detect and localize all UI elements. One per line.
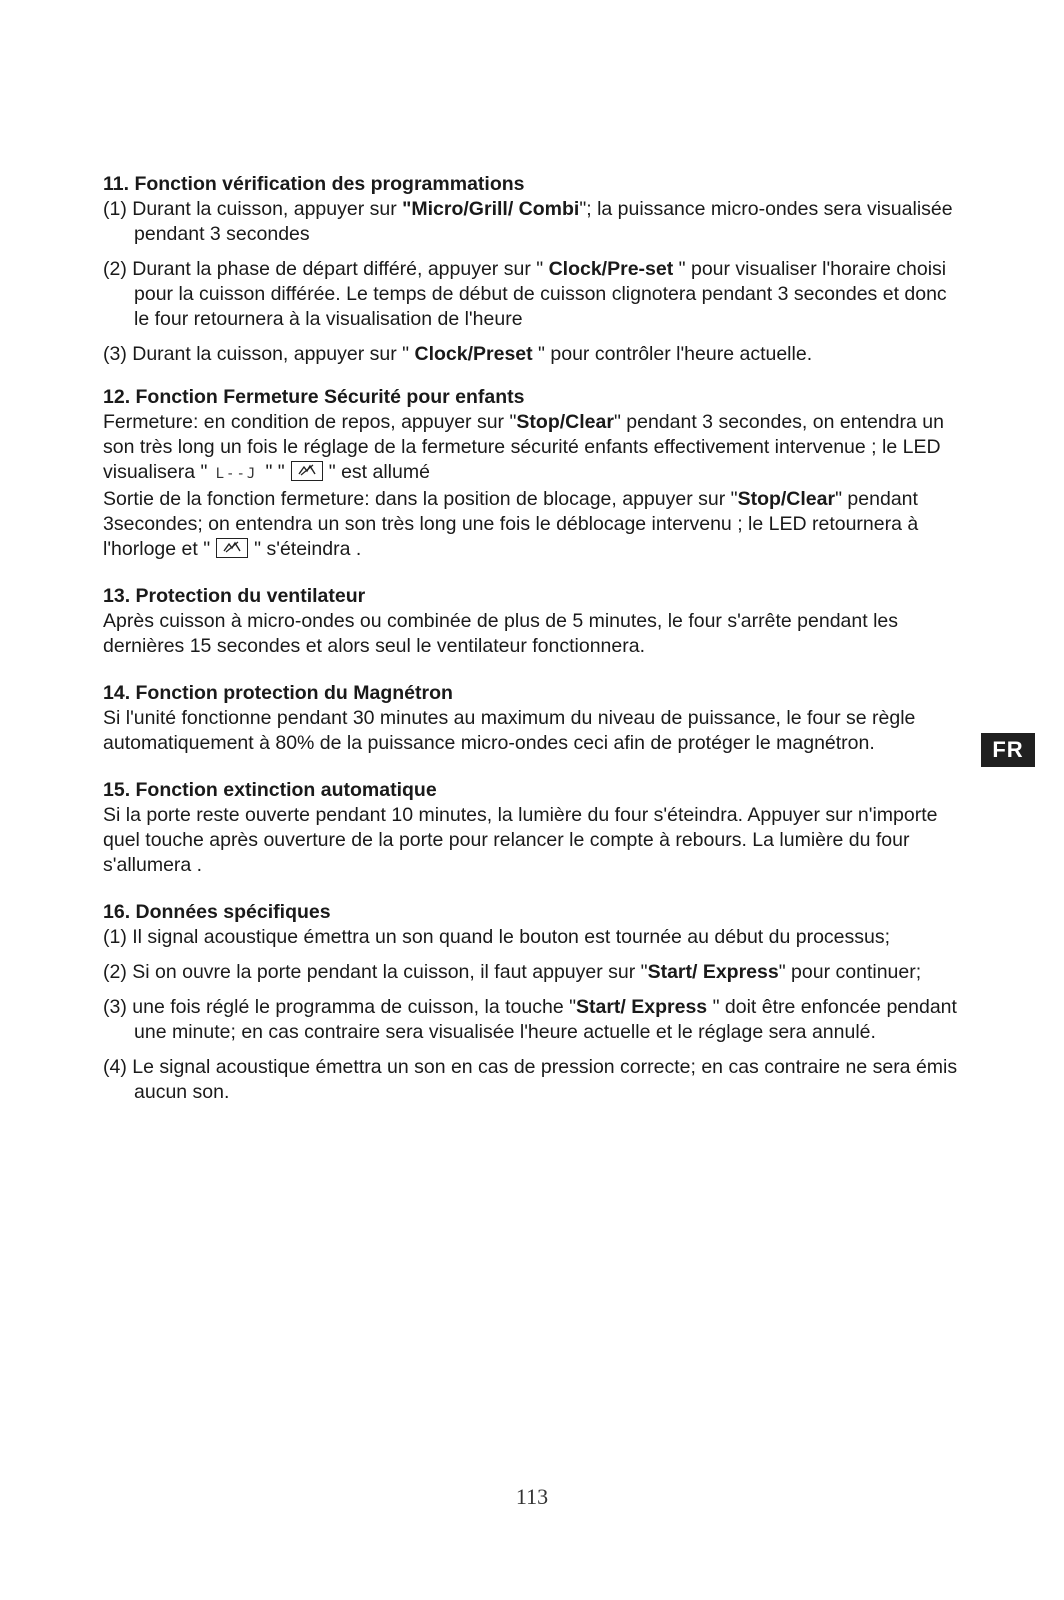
child-lock-icon — [216, 538, 248, 558]
text: " pour continuer; — [778, 961, 922, 983]
section-14 — [103, 681, 963, 756]
list-item: (1) Il signal acoustique émettra un son quand le bouton est tournée au début du processus; — [103, 926, 891, 948]
section-title: 11. Fonction vérification des programmations — [103, 173, 525, 195]
section-13 — [103, 584, 963, 659]
text: " pendant 3secondes; on entendra un son très long une fois le déblocage intervenu ; le LED retournera à l'horloge et " — [103, 488, 919, 560]
text: (3) une fois réglé le programma de cuisson, la touche " — [103, 996, 576, 1018]
bold-text: Clock/Pre-set — [548, 258, 674, 280]
text: (2) Durant la phase de départ différé, appuyer sur " — [103, 258, 549, 280]
section-title: 14. Fonction protection du Magnétron — [103, 682, 453, 704]
section-title: 12. Fonction Fermeture Sécurité pour enfants — [103, 386, 525, 408]
section-title: 15. Fonction extinction automatique — [103, 779, 437, 801]
led-segment-display: L--J — [215, 466, 258, 482]
text: " est allumé — [328, 461, 430, 483]
list-item — [103, 960, 963, 985]
text: (1) Durant la cuisson, appuyer sur — [103, 198, 403, 220]
text: " pour contrôler l'heure actuelle. — [532, 343, 813, 365]
text: " pour visualiser l'horaire choisi pour la cuisson différée. Le temps de début de cuisson clignotera pendant 3 secondes et donc le four retournera à la visualisation de l'heure — [134, 258, 947, 330]
text: Sortie de la fonction fermeture: dans la position de blocage, appuyer sur " — [103, 488, 738, 510]
section-15 — [103, 778, 963, 878]
section-12 — [103, 385, 963, 562]
text: (3) Durant la cuisson, appuyer sur " — [103, 343, 415, 365]
paragraph: Après cuisson à micro-ondes ou combinée de plus de 5 minutes, le four s'arrête pendant les dernières 15 secondes et alors seul le ventilateur fonctionnera. — [103, 610, 898, 657]
bold-text: Clock/Preset — [414, 343, 533, 365]
list-item: (4) Le signal acoustique émettra un son en cas de pression correcte; en cas contraire ne sera émis aucun son. — [103, 1056, 958, 1103]
text: (2) Si on ouvre la porte pendant la cuisson, il faut appuyer sur " — [103, 961, 648, 983]
document-body — [103, 172, 963, 1123]
list-item — [103, 995, 963, 1045]
page-number: 113 — [515, 1484, 549, 1509]
section-11 — [103, 172, 963, 367]
bold-text: Start/ Express — [576, 996, 708, 1018]
child-lock-icon — [291, 461, 323, 481]
bold-text: Stop/Clear — [737, 488, 836, 510]
text: "; la puissance micro-ondes sera visualisée pendant 3 secondes — [134, 198, 953, 245]
section-title: 13. Protection du ventilateur — [103, 585, 366, 607]
paragraph: Si l'unité fonctionne pendant 30 minutes au maximum du niveau de puissance, le four se règle automatiquement à 80% de la puissance micro-ondes ceci afin de protéger le magnétron. — [103, 707, 916, 754]
list-item — [103, 257, 963, 332]
list-item — [103, 197, 963, 247]
language-tab: FR — [981, 733, 1035, 767]
bold-text: "Micro/Grill/ Combi — [402, 198, 580, 220]
bold-text: Stop/Clear — [516, 411, 614, 433]
bold-text: Start/ Express — [647, 961, 779, 983]
paragraph — [103, 410, 963, 487]
paragraph: Si la porte reste ouverte pendant 10 minutes, la lumière du four s'éteindra. Appuyer sur n'importe quel touche après ouverture de la porte pour relancer le compte à rebours. La lumière du four s'allumera . — [103, 804, 938, 876]
list-item — [103, 342, 963, 367]
text: Fermeture: en condition de repos, appuyer sur " — [103, 411, 517, 433]
text: " " — [265, 461, 285, 483]
paragraph — [103, 487, 963, 562]
text: " doit être enfoncée pendant une minute; en cas contraire sera visualisée l'heure actuelle et le réglage sera annulé. — [134, 996, 957, 1043]
section-title: 16. Données spécifiques — [103, 901, 331, 923]
text: " s'éteindra . — [254, 538, 362, 560]
text: " pendant 3 secondes, on entendra un son très long un fois le réglage de la fermeture sécurité enfants effectivement intervenue ; le LED visualisera " — [103, 411, 944, 483]
section-16 — [103, 900, 963, 1105]
